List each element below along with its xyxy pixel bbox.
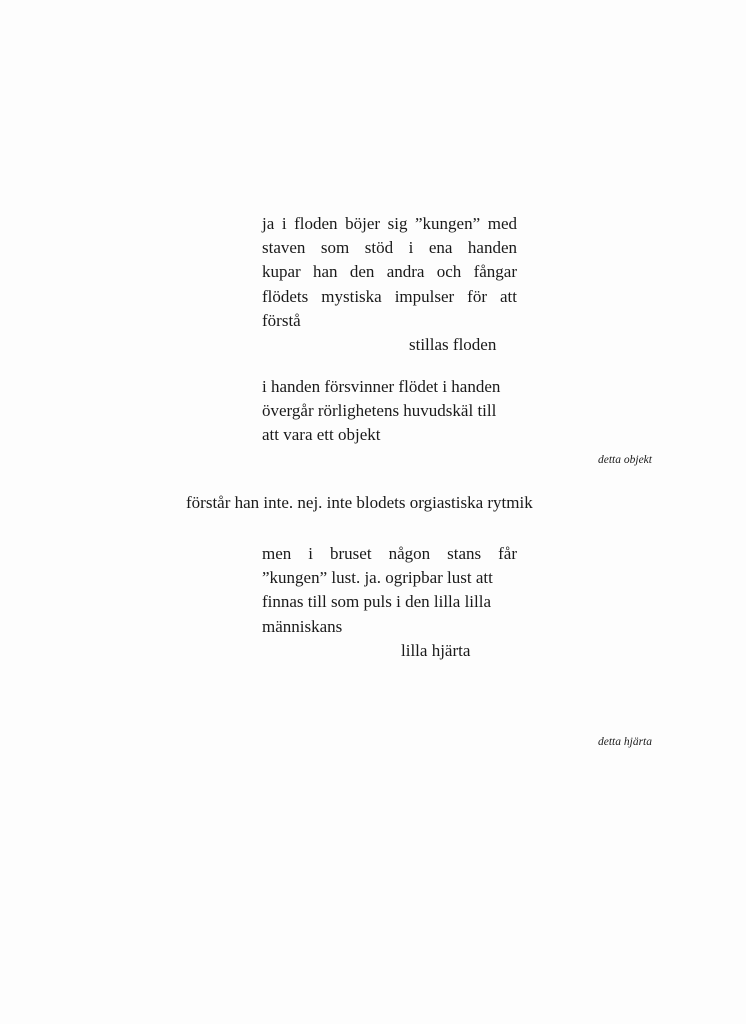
margin-note-objekt: detta objekt [598, 454, 652, 466]
poem-line: att vara ett objekt [262, 425, 381, 445]
stanza-3 [262, 542, 517, 663]
poem-line: men i bruset någon stans får [262, 544, 517, 563]
stanza-1 [262, 212, 517, 357]
poem-line: ja i floden böjer sig ”kungen” med [262, 214, 517, 233]
poem-line: finnas till som puls i den lilla lilla [262, 592, 492, 612]
stanza-2 [262, 375, 517, 448]
poem-wide-line: förstår han inte. nej. inte blodets orgiastiska rytmik [186, 493, 533, 512]
margin-note-hjarta: detta hjärta [598, 736, 652, 748]
poem-line-indented: lilla hjärta [401, 640, 471, 660]
poem-line-indented: stillas floden [409, 335, 497, 355]
poem-line: staven som stöd i ena handen [262, 238, 517, 258]
poem-line: i handen försvinner flödet i handen [262, 377, 501, 396]
poem-line: kupar han den andra och fångar [262, 262, 517, 282]
poem-line: övergår rörlighetens huvudskäl till [262, 401, 497, 421]
poem-line: förstå [262, 310, 301, 330]
poem-line: flödets mystiska impulser för att [262, 286, 517, 306]
poem-line: människans [262, 616, 343, 636]
poem-line: ”kungen” lust. ja. ogripbar lust att [262, 568, 493, 588]
